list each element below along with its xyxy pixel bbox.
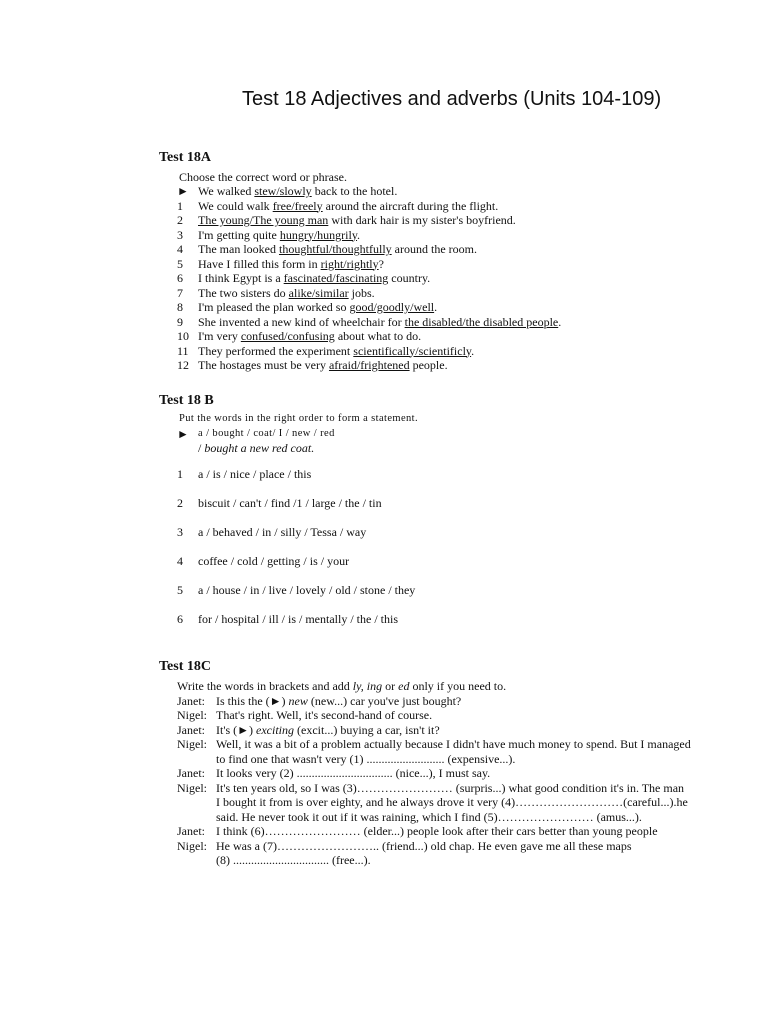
word-choice: free/freely: [272, 198, 323, 213]
example-choice: stew/slowly: [254, 184, 312, 198]
section-b-example: [0, 427, 768, 442]
text-part: (8) ................................ (free...).: [216, 853, 371, 867]
dialogue-line: [0, 853, 768, 868]
text-part: (new...) car you've just bought?: [307, 693, 462, 708]
instruction-suffix-ed: ed: [398, 679, 410, 693]
dialogue-text: [216, 853, 371, 868]
dialogue-line: [0, 781, 768, 796]
question-item: [0, 257, 768, 272]
text-part: It looks very (2) ................................ (nice...), I must say.: [216, 766, 491, 780]
text-part: I bought it from is over eighty, and he always drove it very (4)………………………(careful...).he: [216, 795, 688, 809]
text-part: I think (6)…………………… (elder...) people look after their cars better than young people: [216, 824, 658, 838]
question-text: [198, 257, 384, 272]
dialogue-text: [216, 824, 658, 839]
word-choice: confused/confusing: [240, 329, 335, 343]
speaker-name: Janet:: [177, 693, 205, 708]
question-item: [0, 271, 768, 286]
section-b-heading: Test 18 B: [159, 393, 214, 408]
word-choice: The young/The young man: [198, 213, 329, 227]
instruction-part: or: [382, 679, 399, 693]
text-after: around the room.: [391, 242, 477, 256]
question-text: [198, 286, 375, 301]
text-before: She invented a new kind of wheelchair for: [198, 314, 405, 329]
text-part: It's ten years old, so I was (3)…………………… (surpris...) what good condition it's in. The man: [216, 780, 685, 795]
question-item: [0, 199, 768, 214]
question-number: 10: [177, 329, 189, 343]
question-text: [198, 228, 360, 243]
question-text: [198, 242, 477, 257]
question-item: [0, 612, 768, 627]
text-before: I'm pleased the plan worked so: [198, 300, 350, 314]
text-part: said. He never took it out if it was raining, which I find (5)…………………… (amus...).: [216, 809, 642, 824]
instruction-suffixes: ly, ing: [352, 679, 383, 693]
text-before: They performed the experiment: [198, 343, 354, 358]
dialogue-text: [216, 737, 691, 752]
question-number: 5: [177, 256, 183, 271]
question-number: 6: [177, 612, 183, 626]
text-after: about what to do.: [334, 329, 422, 343]
example-text-after: back to the hotel.: [311, 184, 398, 198]
question-number: 8: [177, 300, 183, 314]
example-answer: bought a new red coat.: [204, 441, 315, 455]
dialogue-line: [0, 824, 768, 839]
text-before: I'm getting quite: [198, 227, 280, 242]
question-number: 7: [177, 285, 183, 300]
question-item: [0, 496, 768, 511]
text-before: I'm very: [198, 329, 241, 343]
question-text: [198, 199, 498, 214]
text-before: The two sisters do: [198, 285, 289, 300]
text-before: We could walk: [198, 198, 273, 213]
word-choice: right/rightly: [320, 256, 379, 271]
text-after: .: [558, 314, 562, 329]
question-text: for / hospital / ill / is / mentally / the / this: [198, 612, 398, 626]
word-choice: fascinated/fascinating: [283, 271, 389, 285]
question-text: [198, 315, 561, 330]
dialogue-line: [0, 795, 768, 810]
text-after: .: [434, 300, 438, 314]
question-text: a / is / nice / place / this: [198, 467, 312, 481]
question-item: [0, 213, 768, 228]
question-number: 2: [177, 213, 183, 227]
dialogue-text: [216, 781, 684, 796]
question-item: [0, 467, 768, 482]
example-text-before: We walked: [198, 184, 255, 198]
question-number: 12: [177, 358, 189, 372]
question-number: 6: [177, 271, 183, 285]
text-after: with dark hair is my sister's boyfriend.: [328, 213, 516, 227]
dialogue-line: [0, 766, 768, 781]
text-part: He was a (7)…………………….. (friend...) old chap. He even gave me all these maps: [216, 838, 632, 853]
text-after: people.: [409, 358, 448, 372]
question-number: 1: [177, 467, 183, 481]
dialogue-text: [216, 839, 632, 854]
dialogue-text: [216, 766, 490, 781]
dialogue-text: [216, 708, 432, 723]
example-answer-prefix: /: [198, 441, 205, 455]
question-text: a / house / in / live / lovely / old / stone / they: [198, 583, 416, 597]
example-marker: ►: [177, 184, 189, 198]
example-answer: exciting: [256, 722, 295, 737]
dialogue-text: [216, 795, 688, 810]
text-before: The hostages must be very: [198, 358, 329, 372]
page-title: Test 18 Adjectives and adverbs (Units 104-109): [242, 88, 662, 110]
speaker-name: Janet:: [177, 766, 205, 780]
example-words: a / bought / coat/ I / new / red: [198, 428, 335, 439]
dialogue-text: [216, 752, 515, 767]
question-text: [198, 329, 421, 344]
question-item: [0, 242, 768, 257]
question-number: 11: [177, 343, 189, 358]
text-part: (excit...) buying a car, isn't it?: [294, 722, 440, 737]
text-after: country.: [388, 271, 431, 285]
word-choice: hungry/hungrily: [279, 227, 358, 242]
word-choice: good/goodly/well: [349, 300, 435, 314]
question-number: 2: [177, 496, 183, 510]
dialogue-text: [216, 694, 461, 709]
question-text: coffee / cold / getting / is / your: [198, 554, 350, 568]
question-number: 3: [177, 525, 183, 539]
question-text: [198, 300, 437, 315]
question-item: [0, 358, 768, 373]
dialogue-text: [216, 810, 642, 825]
question-number: 5: [177, 583, 183, 597]
example-marker: ►: [177, 427, 189, 441]
speaker-name: Nigel:: [177, 838, 207, 853]
speaker-name: Janet:: [177, 824, 205, 838]
speaker-name: Nigel:: [177, 780, 207, 795]
question-text: [198, 213, 516, 228]
question-item: [0, 315, 768, 330]
question-item: [0, 286, 768, 301]
text-part: That's right. Well, it's second-hand of course.: [216, 708, 433, 722]
section-c-instruction: [177, 679, 506, 694]
question-text: [198, 358, 448, 373]
question-text: biscuit / can't / find /1 / large / the / tin: [198, 496, 382, 510]
dialogue-text: [216, 723, 440, 738]
question-number: 4: [177, 554, 183, 568]
question-text: a / behaved / in / silly / Tessa / way: [198, 525, 367, 539]
question-item: [0, 300, 768, 315]
question-text: [198, 271, 430, 286]
text-before: The man looked: [198, 242, 279, 256]
text-after: ?: [378, 256, 384, 271]
text-before: Have I filled this form in: [198, 256, 321, 271]
text-part: Well, it was a bit of a problem actually because I didn't have much money to spend. But I managed: [216, 737, 691, 751]
question-item: [0, 525, 768, 540]
section-b-example-answer: [198, 441, 314, 456]
text-part: to find one that wasn't very (1) .......................... (expensive...).: [216, 751, 516, 766]
section-a-example: [0, 184, 768, 199]
text-after: .: [471, 343, 475, 358]
question-number: 1: [177, 198, 183, 213]
speaker-name: Nigel:: [177, 708, 207, 722]
section-a-heading: Test 18A: [159, 150, 211, 165]
dialogue-line: [0, 810, 768, 825]
text-after: .: [357, 227, 361, 242]
text-after: around the aircraft during the flight.: [322, 198, 499, 213]
section-b-instruction: Put the words in the right order to form a statement.: [179, 413, 419, 424]
word-choice: scientifically/scientificly: [353, 343, 472, 358]
dialogue-line: [0, 752, 768, 767]
text-after: jobs.: [348, 285, 375, 300]
question-item: [0, 344, 768, 359]
question-item: [0, 554, 768, 569]
section-a-instruction: Choose the correct word or phrase.: [179, 170, 347, 184]
word-choice: alike/similar: [288, 285, 349, 300]
speaker-name: Nigel:: [177, 737, 207, 751]
question-item: [0, 228, 768, 243]
word-choice: thoughtful/thoughtfully: [278, 242, 392, 256]
section-c-heading: Test 18C: [159, 659, 211, 674]
question-number: 4: [177, 242, 183, 256]
text-before: I think Egypt is a: [198, 271, 284, 285]
question-number: 3: [177, 227, 183, 242]
question-item: [0, 329, 768, 344]
speaker-name: Janet:: [177, 722, 205, 737]
word-choice: afraid/frightened: [328, 358, 410, 372]
word-choice: the disabled/the disabled people: [404, 314, 559, 329]
example-answer: new: [288, 693, 308, 708]
dialogue-line: [0, 839, 768, 854]
instruction-part: Write the words in brackets and add: [177, 679, 353, 693]
question-item: [0, 583, 768, 598]
dialogue-line: [0, 694, 768, 709]
instruction-part: only if you need to.: [409, 679, 507, 693]
dialogue-line: [0, 723, 768, 738]
dialogue-line: [0, 708, 768, 723]
question-number: 9: [177, 314, 183, 329]
dialogue-line: [0, 737, 768, 752]
question-text: [198, 344, 474, 359]
text-part: Is this the (►): [216, 693, 289, 708]
text-part: It's (►): [216, 722, 257, 737]
